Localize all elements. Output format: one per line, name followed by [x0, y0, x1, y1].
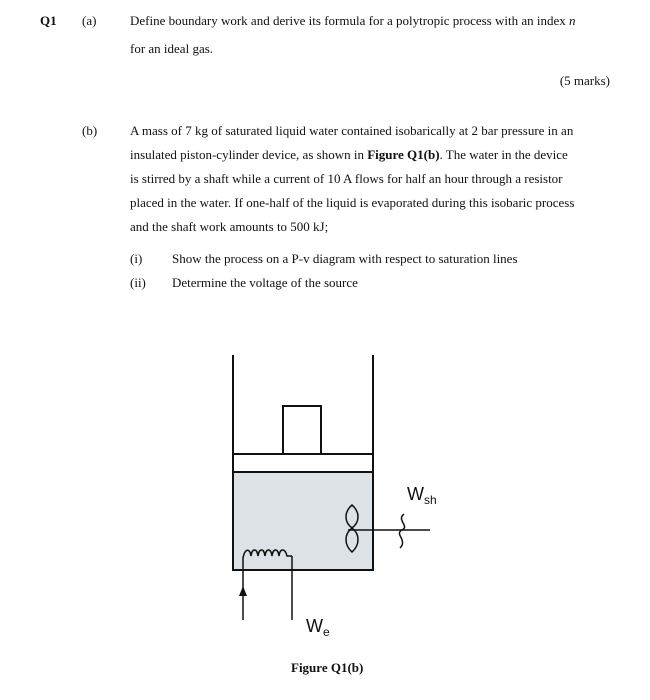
- item-i-text: Show the process on a P-v diagram with respect to saturation lines: [172, 251, 518, 266]
- part-b-line-5: and the shaft work amounts to 500 kJ;: [130, 219, 329, 234]
- figure-caption: Figure Q1(b): [291, 660, 364, 675]
- polytropic-index-var: n: [569, 13, 576, 28]
- current-arrow-icon: [239, 586, 247, 596]
- question-number: Q1: [40, 13, 57, 28]
- part-a-line-2: for an ideal gas.: [130, 41, 214, 56]
- item-ii-label: (ii): [130, 275, 146, 290]
- shaft-work-rotation-icon: [399, 514, 404, 548]
- electric-work-label: $W_e$: [306, 616, 330, 639]
- part-b-line-4: placed in the water. If one-half of the liquid is evaporated during this isobaric process: [130, 195, 575, 210]
- part-a-line-1-text: Define boundary work and derive its formula for a polytropic process with an index: [130, 13, 569, 28]
- part-a-marks: (5 marks): [559, 73, 610, 88]
- weight-block: [283, 406, 321, 454]
- piston: [233, 454, 373, 472]
- shaft-work-label: $W_{sh}$: [407, 484, 437, 507]
- part-b-line-1: A mass of 7 kg of saturated liquid water contained isobarically at 2 bar pressure in an: [130, 123, 574, 138]
- figure-reference: Figure Q1(b): [367, 147, 440, 162]
- part-b-label: (b): [82, 123, 98, 138]
- item-i-label: (i): [130, 251, 143, 266]
- item-ii-text: Determine the voltage of the source: [172, 275, 358, 290]
- part-b-line-2-pre: insulated piston-cylinder device, as shown in: [130, 147, 368, 162]
- water: [233, 472, 373, 570]
- part-a-label: (a): [82, 13, 97, 28]
- part-b-line-2-post: . The water in the device: [439, 147, 568, 162]
- part-b-line-3: is stirred by a shaft while a current of 10 A flows for half an hour through a resistor: [130, 171, 563, 186]
